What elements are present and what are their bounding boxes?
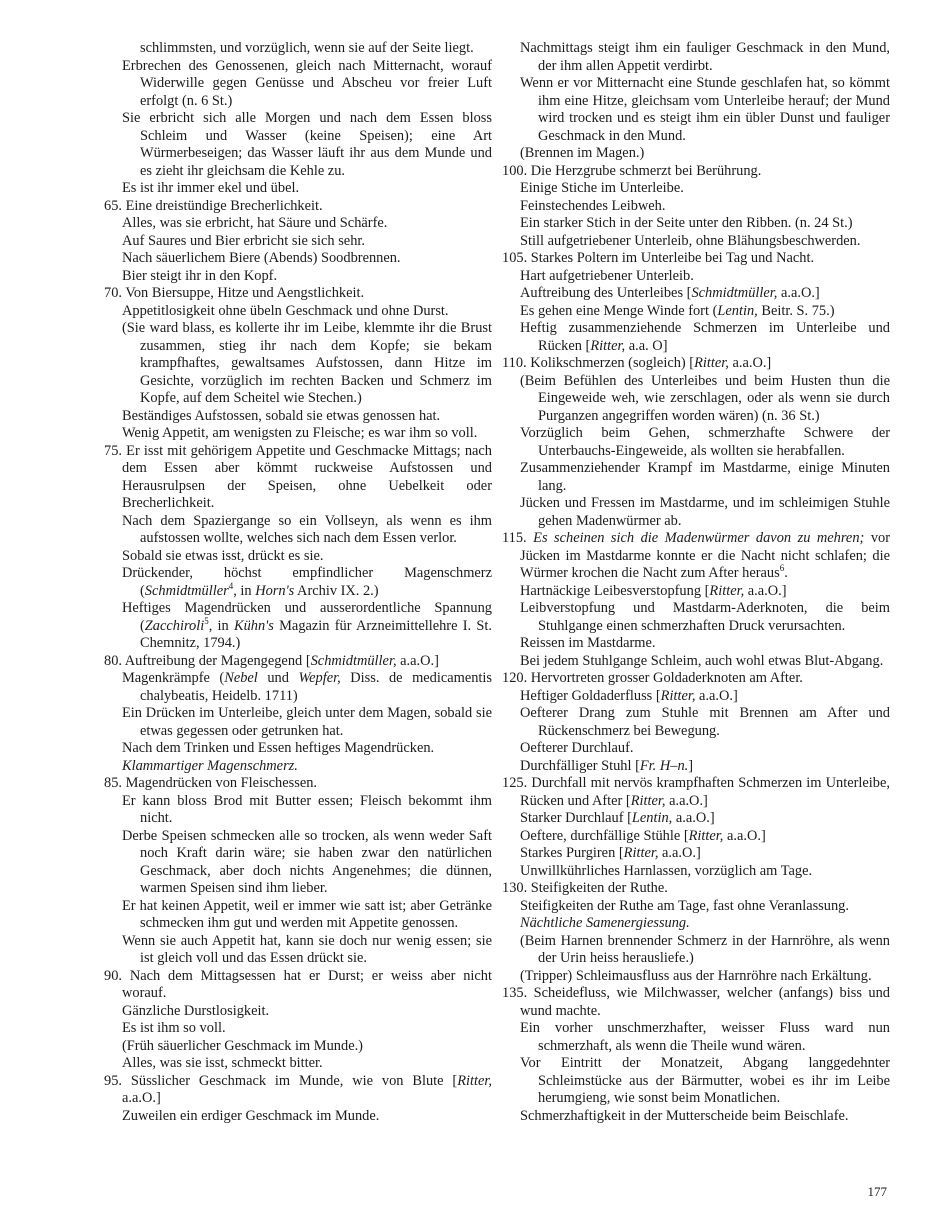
symptom-paragraph xyxy=(104,180,492,198)
text-run: Ritter, xyxy=(709,582,745,599)
text-run: 135. Scheidefluss, wie Milchwasser, welcher (anfangs) biss und wund machte. xyxy=(502,985,890,1019)
symptom-paragraph xyxy=(104,705,492,740)
text-run: a.a.O.] xyxy=(744,582,787,599)
text-run: Ritter, xyxy=(688,827,724,844)
text-run: Erbrechen des Genossenen, gleich nach Mitternacht, worauf Widerwille gegen Genüsse und Abscheu vor freier Luft erfolgt (n. 6 St.) xyxy=(122,57,492,109)
text-run: Es ist ihm so voll. xyxy=(122,1020,226,1036)
text-run: Archiv IX. 2.) xyxy=(294,582,379,599)
text-run: Schmerzhaftigkeit in der Mutterscheide beim Beischlafe. xyxy=(520,1107,849,1124)
text-run: Nächtliche Samenergiessung. xyxy=(520,915,690,931)
symptom-paragraph xyxy=(104,565,492,600)
column-left xyxy=(104,40,492,1125)
text-run: Wepfer, xyxy=(298,670,341,686)
symptom-paragraph xyxy=(104,968,492,1003)
text-run: Hart aufgetriebener Unterleib. xyxy=(520,267,694,284)
text-run: Sie erbricht sich alle Morgen und nach dem Essen bloss Schleim und Wasser (keine Speisen); eine Art Würmerbeseigen; das Wasser läuft ihr aus dem Munde und es zieht ihr gleichsam die Kehle zu. xyxy=(122,110,492,179)
symptom-paragraph xyxy=(502,898,890,916)
text-run: Horn's xyxy=(255,582,295,599)
symptom-paragraph xyxy=(104,285,492,303)
text-run: a.a.O.] xyxy=(665,792,708,809)
symptom-paragraph xyxy=(502,688,890,706)
symptom-paragraph xyxy=(104,600,492,653)
symptom-paragraph xyxy=(104,40,492,58)
symptom-paragraph xyxy=(502,775,890,810)
text-run: Nebel xyxy=(224,670,258,686)
symptom-paragraph xyxy=(502,233,890,251)
symptom-paragraph xyxy=(502,863,890,881)
text-run: Beständiges Aufstossen, sobald sie etwas genossen hat. xyxy=(122,407,441,424)
text-run: Nachmittags steigt ihm ein fauliger Geschmack in den Mund, der ihm allen Appetit verdirbt. xyxy=(520,40,890,74)
text-run: (Beim Harnen brennender Schmerz in der Harnröhre, als wenn der Urin heiss herausliefe.) xyxy=(520,932,890,966)
text-run: 115. xyxy=(502,530,534,546)
text-run: 130. Steifigkeiten der Ruthe. xyxy=(502,880,668,896)
text-run: a.a.O.] xyxy=(122,1090,161,1106)
text-run: Magazin für Arzneimittellehre I. St. Chemnitz, 1794.) xyxy=(140,617,492,651)
text-run: Diss. de medicamentis chalybeatis, Heidelb. 1711) xyxy=(140,670,493,704)
text-run: und xyxy=(257,670,299,686)
symptom-paragraph xyxy=(502,40,890,75)
text-run: Es scheinen sich die Madenwürmer davon zu mehren; xyxy=(533,530,865,546)
text-run: Starkes Purgiren [ xyxy=(520,845,624,861)
text-run: 85. Magendrücken von Fleischessen. xyxy=(104,775,318,791)
symptom-paragraph xyxy=(104,1073,492,1108)
symptom-paragraph xyxy=(502,1020,890,1055)
text-run: Wenn er vor Mitternacht eine Stunde geschlafen hat, so kömmt ihm eine Hitze, gleichsam vom Unterleibe herauf; der Mund wird trocken und es steigt ihm ein übler Dunst und fauliger Geschmack in den Mund. xyxy=(520,75,890,144)
text-run: Wenig Appetit, am wenigsten zu Fleische; es war ihm so voll. xyxy=(122,425,478,441)
text-run: Still aufgetriebener Unterleib, ohne Blähungsbeschwerden. xyxy=(520,232,861,249)
text-run: (Sie ward blass, es kollerte ihr im Leibe, klemmte ihr die Brust zusammen, stieg ihr nach dem Kopfe; sie bekam krampfhaftes, gewaltsames Aufstossen, dann Hitze im Gesichte, vorzüglich im rechten Backen und Schmerz im Kopfe, auf dem Scheitel wie Stechen.) xyxy=(122,320,492,406)
text-run: Appetitlosigkeit ohne übeln Geschmack und ohne Durst. xyxy=(122,302,449,319)
text-run: 80. Auftreibung der Magengegend [ xyxy=(104,652,311,669)
symptom-paragraph xyxy=(104,828,492,898)
text-run: Lentin, xyxy=(631,810,673,826)
symptom-paragraph xyxy=(104,443,492,513)
symptom-paragraph xyxy=(502,583,890,601)
symptom-paragraph xyxy=(104,110,492,180)
text-run: 70. Von Biersuppe, Hitze und Aengstlichkeit. xyxy=(104,285,365,301)
symptom-paragraph xyxy=(502,968,890,986)
symptom-paragraph xyxy=(104,775,492,793)
text-run: 125. Durchfall mit nervös krampfhaften Schmerzen im Unterleibe, Rücken und After [ xyxy=(502,775,890,809)
text-run: Lentin, xyxy=(717,302,758,319)
text-run: Unwillkührliches Harnlassen, vorzüglich am Tage. xyxy=(520,862,813,879)
text-run: Ritter, xyxy=(623,845,659,861)
symptom-paragraph xyxy=(104,1055,492,1073)
text-run: Vor Eintritt der Monatzeit, Abgang langgedehnter Schleimstücke aus der Bärmutter, wobei es ihr im Leibe herumgieng, wie sonst beim Monatlichen. xyxy=(520,1055,890,1106)
text-run: Starker Durchlauf [ xyxy=(520,810,632,826)
text-run: Magenkrämpfe ( xyxy=(122,670,225,686)
symptom-paragraph xyxy=(502,985,890,1020)
text-run: 75. Er isst mit gehörigem Appetite und Geschmacke Mittags; nach dem Essen aber kömmt ruckweise Aufstossen und Herausrulpsen der Speisen, ohne Uebelkeit oder Brecherlichkeit. xyxy=(104,442,492,511)
symptom-paragraph xyxy=(104,198,492,216)
text-run: 65. Eine dreistündige Brecherlichkeit. xyxy=(104,197,323,214)
text-run: Wenn sie auch Appetit hat, kann sie doch nur wenig essen; sie ist gleich voll und das Essen drückt sie. xyxy=(122,932,492,966)
text-run: Klammartiger Magenschmerz. xyxy=(122,757,298,774)
text-run: Heftiges Magendrücken und ausserordentliche Spannung ( xyxy=(122,600,492,634)
symptom-paragraph xyxy=(104,425,492,443)
symptom-paragraph xyxy=(104,1038,492,1056)
text-run: a.a.O.] xyxy=(396,652,439,669)
text-run: Er hat keinen Appetit, weil er immer wie satt ist; aber Getränke schmecken ihm gut und werden mit Appetite genossen. xyxy=(122,897,492,931)
text-run: Einige Stiche im Unterleibe. xyxy=(520,180,684,196)
symptom-paragraph xyxy=(502,145,890,163)
text-run: Ritter, xyxy=(660,687,696,704)
symptom-paragraph xyxy=(104,758,492,776)
text-run: Heftiger Goldaderfluss [ xyxy=(520,687,661,704)
text-run: Ritter, xyxy=(694,355,729,371)
text-run: Zusammenziehender Krampf im Mastdarme, einige Minuten lang. xyxy=(520,460,890,494)
text-run: Feinstechendes Leibweh. xyxy=(520,197,666,214)
text-run: Ritter, xyxy=(457,1072,492,1089)
symptom-paragraph xyxy=(104,215,492,233)
text-run: Ritter, xyxy=(590,337,626,354)
symptom-paragraph xyxy=(502,635,890,653)
text-run: . xyxy=(784,565,788,581)
symptom-paragraph xyxy=(104,250,492,268)
text-run: Fr. H–n. xyxy=(639,757,689,774)
symptom-paragraph xyxy=(104,670,492,705)
symptom-paragraph xyxy=(502,303,890,321)
text-run: 110. Kolikschmerzen (sogleich) [ xyxy=(502,355,695,371)
symptom-paragraph xyxy=(104,740,492,758)
symptom-paragraph xyxy=(502,268,890,286)
text-run: a.a.O.] xyxy=(723,827,766,844)
symptom-paragraph xyxy=(502,495,890,530)
text-run: Auftreibung des Unterleibes [ xyxy=(520,285,692,301)
text-run: Jücken und Fressen im Mastdarme, und im schleimigen Stuhle gehen Madenwürmer ab. xyxy=(520,495,890,529)
symptom-paragraph xyxy=(104,408,492,426)
text-run: (Brennen im Magen.) xyxy=(520,145,645,161)
text-run: (Früh säuerlicher Geschmack im Munde.) xyxy=(122,1037,363,1054)
text-run: Auf Saures und Bier erbricht sie sich sehr. xyxy=(122,232,365,249)
text-run: a.a.O.] xyxy=(777,285,820,301)
text-run: 105. Starkes Poltern im Unterleibe bei Tag und Nacht. xyxy=(502,250,815,266)
text-run: Sobald sie etwas isst, drückt es sie. xyxy=(122,547,324,564)
symptom-paragraph xyxy=(502,758,890,776)
symptom-paragraph xyxy=(104,793,492,828)
text-run: Ein Drücken im Unterleibe, gleich unter dem Magen, sobald sie etwas gegessen oder getrunken hat. xyxy=(122,705,492,739)
text-run: Steifigkeiten der Ruthe am Tage, fast ohne Veranlassung. xyxy=(520,897,849,914)
symptom-paragraph xyxy=(502,1108,890,1126)
symptom-paragraph xyxy=(502,845,890,863)
symptom-paragraph xyxy=(502,705,890,740)
text-run: Kühn's xyxy=(234,617,274,634)
text-run: Er kann bloss Brod mit Butter essen; Fleisch bekommt ihm nicht. xyxy=(122,792,492,826)
text-run: Zacchiroli xyxy=(144,617,205,634)
symptom-paragraph xyxy=(502,880,890,898)
symptom-paragraph xyxy=(104,548,492,566)
text-run: Ritter, xyxy=(630,792,666,809)
symptom-paragraph xyxy=(502,915,890,933)
symptom-paragraph xyxy=(502,1055,890,1108)
text-run: Zuweilen ein erdiger Geschmack im Munde. xyxy=(122,1107,380,1124)
text-run: a.a.O.] xyxy=(672,810,715,826)
text-run: ] xyxy=(688,757,694,774)
text-run: Leibverstopfung und Mastdarm-Aderknoten, die beim Stuhlgange einen schmerzhaften Druck verursachten. xyxy=(520,600,890,634)
text-run: Alles, was sie isst, schmeckt bitter. xyxy=(122,1055,323,1071)
text-run: Drückender, höchst empfindlicher Magenschmerz ( xyxy=(122,565,492,599)
text-run: Gänzliche Durstlosigkeit. xyxy=(122,1002,270,1019)
text-columns xyxy=(104,40,890,1125)
symptom-paragraph xyxy=(104,268,492,286)
symptom-paragraph xyxy=(502,180,890,198)
text-run: Ein vorher unschmerzhafter, weisser Fluss ward nun schmerzhaft, als wenn die Theile wund wären. xyxy=(520,1020,890,1054)
text-run: Hartnäckige Leibesverstopfung [ xyxy=(520,582,710,599)
symptom-paragraph xyxy=(502,828,890,846)
symptom-paragraph xyxy=(502,75,890,145)
symptom-paragraph xyxy=(104,233,492,251)
text-run: (Tripper) Schleimausfluss aus der Harnröhre nach Erkältung. xyxy=(520,967,872,984)
symptom-paragraph xyxy=(502,373,890,426)
symptom-paragraph xyxy=(502,198,890,216)
text-run: Oefterer Drang zum Stuhle mit Brennen am After und Rückenschmerz bei Bewegung. xyxy=(520,705,890,739)
text-run: Beitr. S. 75.) xyxy=(757,302,835,319)
symptom-paragraph xyxy=(502,355,890,373)
text-run: Alles, was sie erbricht, hat Säure und Schärfe. xyxy=(122,215,388,231)
text-run: Heftig zusammenziehende Schmerzen im Unterleibe und Rücken [ xyxy=(520,320,890,354)
symptom-paragraph xyxy=(502,285,890,303)
footnote-reference: 5 xyxy=(204,615,209,626)
symptom-paragraph xyxy=(502,425,890,460)
column-right xyxy=(502,40,890,1125)
footnote-reference: 6 xyxy=(779,563,785,574)
text-run: Nach dem Trinken und Essen heftiges Magendrücken. xyxy=(122,740,435,756)
footnote-reference: 4 xyxy=(228,580,234,591)
text-run: Schmidtmüller, xyxy=(691,285,778,301)
symptom-paragraph xyxy=(502,320,890,355)
text-run: a.a.O.] xyxy=(728,355,772,371)
page-number: 177 xyxy=(867,1184,887,1199)
symptom-paragraph xyxy=(104,653,492,671)
text-run: 120. Hervortreten grosser Goldaderknoten am After. xyxy=(502,670,803,686)
text-run: Schmidtmüller, xyxy=(310,652,397,669)
text-run: Oeftere, durchfällige Stühle [ xyxy=(520,827,689,844)
text-run: Es gehen eine Menge Winde fort ( xyxy=(520,302,718,319)
text-run: Schmidtmüller xyxy=(144,582,229,599)
text-run: Oefterer Durchlauf. xyxy=(520,740,634,756)
text-run: Es ist ihr immer ekel und übel. xyxy=(122,180,300,196)
text-run: Nach dem Spaziergange so ein Vollseyn, als wenn es ihm aufstossen wollte, welches sich nach dem Essen verlor. xyxy=(122,512,492,546)
text-run: Bier steigt ihr in den Kopf. xyxy=(122,267,278,284)
text-run: Bei jedem Stuhlgange Schleim, auch wohl etwas Blut-Abgang. xyxy=(520,652,884,669)
text-run: a.a.O.] xyxy=(695,687,738,704)
symptom-paragraph xyxy=(502,740,890,758)
symptom-paragraph xyxy=(104,58,492,111)
symptom-paragraph xyxy=(104,513,492,548)
text-run: a.a.O.] xyxy=(658,845,701,861)
symptom-paragraph xyxy=(502,600,890,635)
text-run: , in xyxy=(208,617,234,634)
symptom-paragraph xyxy=(502,460,890,495)
symptom-paragraph xyxy=(104,1020,492,1038)
symptom-paragraph xyxy=(104,1003,492,1021)
symptom-paragraph xyxy=(104,898,492,933)
symptom-paragraph xyxy=(502,653,890,671)
text-run: Nach säuerlichem Biere (Abends) Soodbrennen. xyxy=(122,250,401,266)
text-run: (Beim Befühlen des Unterleibes und beim Husten thun die Eingeweide weh, wie zerschlagen, oder als wenn sie durch Purganzen angegriffen worden wären) (n. 36 St.) xyxy=(520,372,890,424)
text-run: 90. Nach dem Mittagsessen hat er Durst; er weiss aber nicht worauf. xyxy=(104,967,492,1001)
symptom-paragraph xyxy=(104,303,492,321)
text-run: Derbe Speisen schmecken alle so trocken, als wenn weder Saft noch Kraft darin wäre; sie haben zwar den natürlichen Geschmack, aber doch nichts Angenehmes; die dünnen, warmen Speisen sind ihm lieber. xyxy=(122,827,492,896)
symptom-paragraph xyxy=(502,530,890,583)
symptom-paragraph xyxy=(104,320,492,408)
text-run: vor Jücken im Mastdarme konnte er die Nacht nicht schlafen; die Würmer krochen die Nacht zum After heraus xyxy=(520,530,891,581)
text-run: 100. Die Herzgrube schmerzt bei Berührung. xyxy=(502,162,762,179)
text-run: Durchfälliger Stuhl [ xyxy=(520,757,640,774)
text-run: schlimmsten, und vorzüglich, wenn sie auf der Seite liegt. xyxy=(140,40,474,56)
text-run: Vorzüglich beim Gehen, schmerzhafte Schwere der Unterbauchs-Eingeweide, als wollten sie herabfallen. xyxy=(520,425,890,459)
text-run: 95. Süsslicher Geschmack im Munde, wie von Blute [ xyxy=(104,1072,458,1089)
text-run: Reissen im Mastdarme. xyxy=(520,635,656,651)
symptom-paragraph xyxy=(104,933,492,968)
symptom-paragraph xyxy=(502,810,890,828)
text-run: , in xyxy=(233,582,256,599)
symptom-paragraph xyxy=(502,250,890,268)
symptom-paragraph xyxy=(502,163,890,181)
symptom-paragraph xyxy=(502,670,890,688)
symptom-paragraph xyxy=(502,215,890,233)
text-run: a.a. O] xyxy=(625,337,668,354)
symptom-paragraph xyxy=(104,1108,492,1126)
symptom-paragraph xyxy=(502,933,890,968)
text-run: Ein starker Stich in der Seite unter den Ribben. (n. 24 St.) xyxy=(520,215,853,231)
